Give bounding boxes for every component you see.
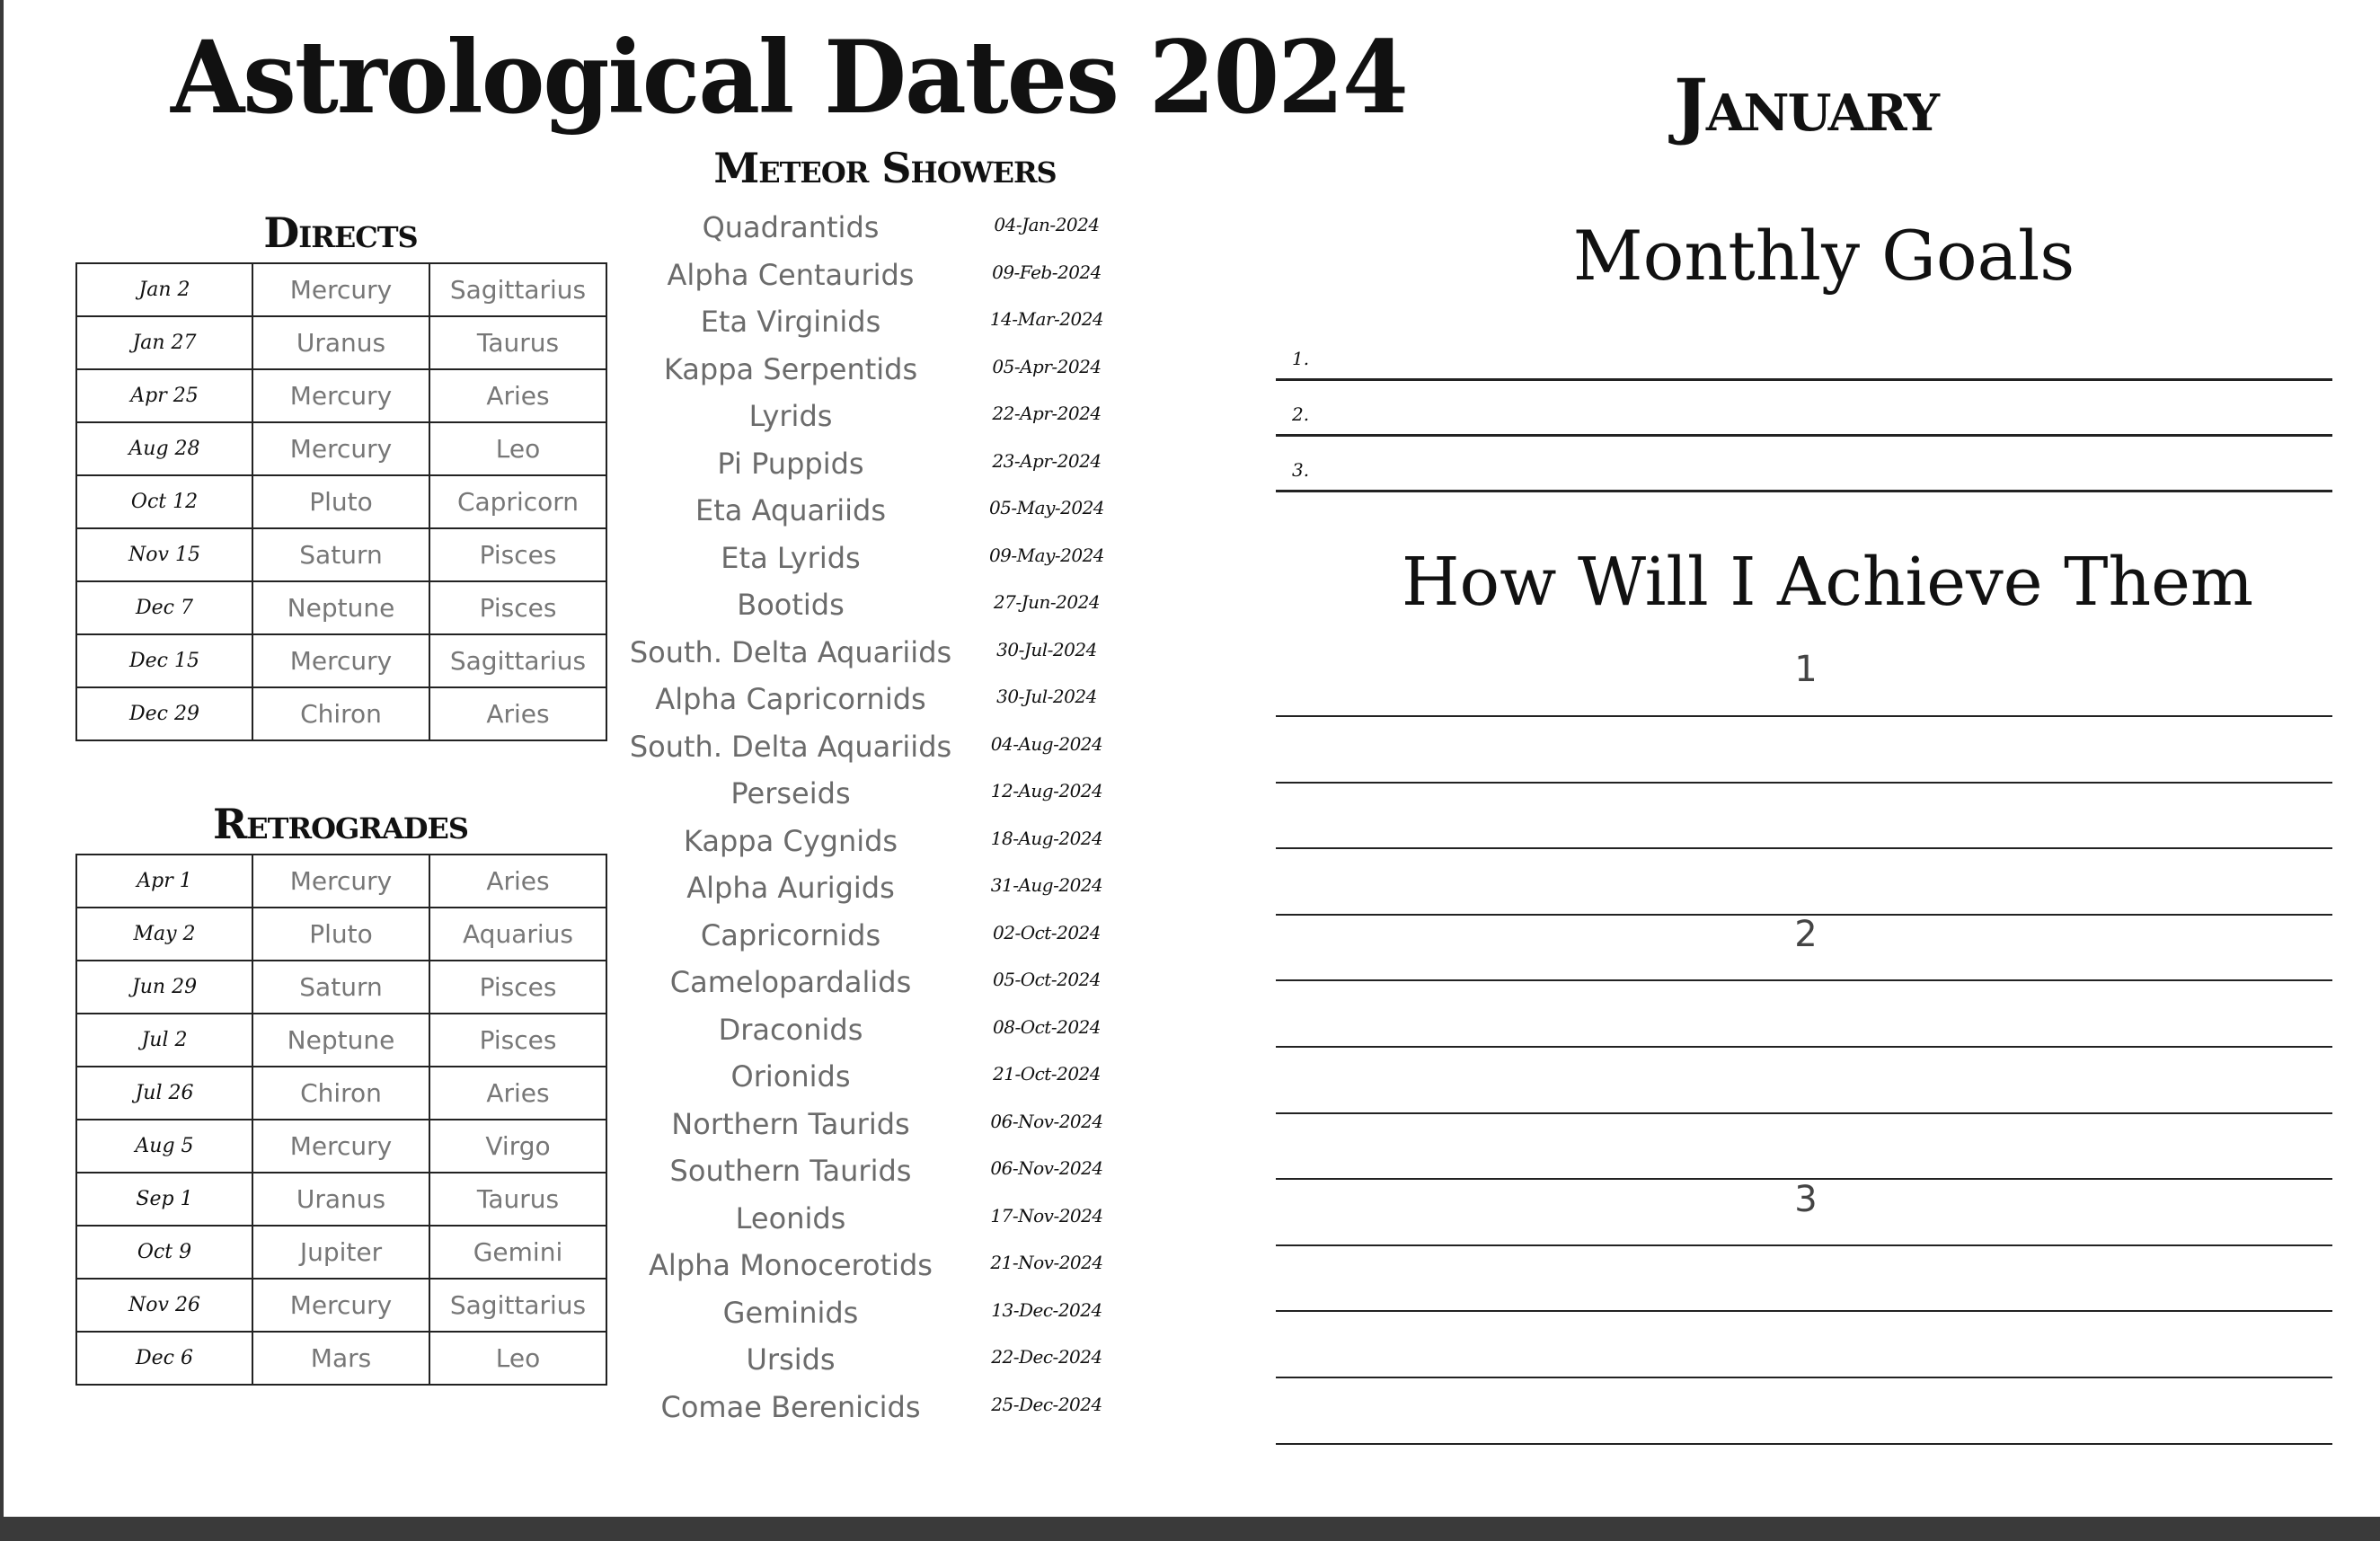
- meteor-row: [629, 299, 1132, 347]
- sign-cell: Gemini: [429, 1226, 606, 1279]
- planet-cell: Jupiter: [252, 1226, 429, 1279]
- meteor-name: Eta Virginids: [700, 305, 881, 339]
- meteor-name: Alpha Centaurids: [667, 257, 915, 292]
- table-row: [76, 855, 606, 908]
- date-cell: Oct 9: [76, 1226, 252, 1279]
- meteor-showers-list: [629, 205, 1132, 1431]
- meteor-row: [629, 913, 1132, 961]
- meteor-name: Geminids: [722, 1295, 859, 1330]
- sign-cell: Aries: [429, 855, 606, 908]
- date-cell: Jan 27: [76, 316, 252, 369]
- monthly-goals-title: Monthly Goals: [1572, 216, 2075, 296]
- table-row: [76, 369, 606, 422]
- table-row: [76, 1332, 606, 1385]
- writing-line[interactable]: [1276, 1310, 2332, 1312]
- planet-cell: Saturn: [252, 528, 429, 581]
- meteor-date: 30-Jul-2024: [996, 686, 1097, 707]
- meteor-date: 14-Mar-2024: [989, 308, 1104, 330]
- meteor-date: 06-Nov-2024: [990, 1157, 1103, 1179]
- achieve-block-number: 2: [1794, 914, 1818, 955]
- goal-line-3[interactable]: [1276, 435, 2332, 492]
- sign-cell: Virgo: [429, 1120, 606, 1173]
- meteor-name: South. Delta Aquariids: [629, 634, 952, 669]
- meteor-name: Northern Taurids: [671, 1106, 910, 1141]
- meteor-name: Capricornids: [700, 917, 881, 952]
- meteor-name: Eta Lyrids: [721, 540, 861, 575]
- date-cell: Dec 6: [76, 1332, 252, 1385]
- table-row: [76, 528, 606, 581]
- table-row: [76, 475, 606, 528]
- planet-cell: Mercury: [252, 1279, 429, 1332]
- meteor-name: Perseids: [730, 776, 851, 810]
- table-row: [76, 1067, 606, 1120]
- table-row: [76, 1173, 606, 1226]
- goal-number: 1.: [1292, 348, 1310, 369]
- planet-cell: Chiron: [252, 687, 429, 740]
- writing-line[interactable]: [1276, 1244, 2332, 1246]
- table-row: [76, 581, 606, 634]
- date-cell: Dec 15: [76, 634, 252, 687]
- meteor-date: 09-May-2024: [988, 544, 1105, 566]
- sign-cell: Sagittarius: [429, 634, 606, 687]
- table-row: [76, 263, 606, 316]
- meteor-row: [629, 441, 1132, 489]
- sign-cell: Sagittarius: [429, 1279, 606, 1332]
- planet-cell: Uranus: [252, 1173, 429, 1226]
- planet-cell: Mercury: [252, 263, 429, 316]
- meteor-row: [629, 1054, 1132, 1102]
- writing-line[interactable]: [1276, 715, 2332, 717]
- planet-cell: Chiron: [252, 1067, 429, 1120]
- goal-number: 2.: [1292, 403, 1310, 425]
- meteor-date: 05-May-2024: [988, 497, 1105, 518]
- meteor-row: [629, 865, 1132, 913]
- meteor-row: [629, 1196, 1132, 1244]
- meteor-date: 18-Aug-2024: [990, 827, 1103, 849]
- sign-cell: Aries: [429, 369, 606, 422]
- meteor-name: Comae Berenicids: [660, 1389, 921, 1424]
- date-cell: Jun 29: [76, 961, 252, 1014]
- bottom-frame-bar: [0, 1517, 2380, 1541]
- meteor-row: [629, 1007, 1132, 1055]
- meteor-name: Alpha Capricornids: [655, 682, 926, 716]
- achieve-block-number: 3: [1794, 1179, 1818, 1220]
- writing-line[interactable]: [1276, 1046, 2332, 1048]
- meteor-row: [629, 1243, 1132, 1290]
- writing-line[interactable]: [1276, 979, 2332, 981]
- meteor-date: 17-Nov-2024: [990, 1204, 1103, 1227]
- meteor-row: [629, 582, 1132, 630]
- achieve-title: How Will I Achieve Them: [1402, 544, 2254, 621]
- directs-title: Directs: [263, 208, 418, 257]
- meteor-name: Lyrids: [748, 399, 833, 433]
- sign-cell: Pisces: [429, 1014, 606, 1067]
- date-cell: Dec 7: [76, 581, 252, 634]
- table-row: [76, 1120, 606, 1173]
- date-cell: Apr 25: [76, 369, 252, 422]
- sign-cell: Aries: [429, 687, 606, 740]
- planet-cell: Mercury: [252, 634, 429, 687]
- date-cell: Apr 1: [76, 855, 252, 908]
- meteor-row: [629, 394, 1132, 441]
- writing-line[interactable]: [1276, 1178, 2332, 1180]
- sign-cell: Pisces: [429, 528, 606, 581]
- sign-cell: Taurus: [429, 316, 606, 369]
- directs-table: [75, 262, 607, 741]
- planet-cell: Neptune: [252, 1014, 429, 1067]
- meteor-name: Alpha Aurigids: [686, 871, 895, 905]
- writing-line[interactable]: [1276, 1377, 2332, 1378]
- goal-line-1[interactable]: [1276, 323, 2332, 381]
- retrogrades-title: Retrogrades: [213, 800, 468, 848]
- table-row: [76, 1226, 606, 1279]
- meteor-name: Draconids: [718, 1012, 863, 1047]
- meteor-date: 31-Aug-2024: [990, 874, 1103, 896]
- meteor-row: [629, 1290, 1132, 1338]
- meteor-date: 30-Jul-2024: [996, 638, 1097, 660]
- meteor-name: Alpha Monocerotids: [649, 1248, 933, 1282]
- meteor-row: [629, 252, 1132, 300]
- month-title: January: [1674, 63, 1938, 147]
- writing-line[interactable]: [1276, 847, 2332, 849]
- table-row: [76, 687, 606, 740]
- meteor-name: Kappa Cygnids: [683, 823, 898, 858]
- goal-line-2[interactable]: [1276, 379, 2332, 437]
- meteor-date: 04-Aug-2024: [990, 732, 1103, 755]
- planet-cell: Mars: [252, 1332, 429, 1385]
- sign-cell: Pisces: [429, 581, 606, 634]
- table-row: [76, 961, 606, 1014]
- meteor-name: Ursids: [746, 1342, 836, 1377]
- meteor-name: Quadrantids: [702, 210, 880, 244]
- meteor-row: [629, 630, 1132, 678]
- meteor-date: 04-Jan-2024: [994, 214, 1100, 235]
- meteor-date: 05-Apr-2024: [992, 355, 1102, 377]
- meteor-row: [629, 1148, 1132, 1196]
- meteor-date: 23-Apr-2024: [992, 449, 1102, 472]
- retrogrades-table: [75, 854, 607, 1386]
- date-cell: Jul 26: [76, 1067, 252, 1120]
- page-title: Astrological Dates 2024: [171, 18, 1407, 137]
- achieve-block-number: 1: [1794, 649, 1818, 690]
- meteor-date: 22-Apr-2024: [992, 403, 1102, 424]
- meteor-row: [629, 1385, 1132, 1432]
- meteor-showers-title: Meteor Showers: [713, 144, 1057, 192]
- meteor-name: Southern Taurids: [669, 1154, 912, 1188]
- planet-cell: Mercury: [252, 369, 429, 422]
- sign-cell: Sagittarius: [429, 263, 606, 316]
- meteor-row: [629, 536, 1132, 583]
- meteor-date: 06-Nov-2024: [990, 1110, 1103, 1132]
- meteor-name: South. Delta Aquariids: [629, 729, 952, 764]
- meteor-row: [629, 960, 1132, 1007]
- meteor-name: Orionids: [730, 1059, 851, 1094]
- meteor-date: 05-Oct-2024: [993, 969, 1101, 990]
- meteor-row: [629, 205, 1132, 252]
- meteor-row: [629, 724, 1132, 772]
- planet-cell: Pluto: [252, 908, 429, 961]
- writing-line[interactable]: [1276, 1443, 2332, 1445]
- date-cell: Aug 28: [76, 422, 252, 475]
- sign-cell: Pisces: [429, 961, 606, 1014]
- sign-cell: Capricorn: [429, 475, 606, 528]
- date-cell: Dec 29: [76, 687, 252, 740]
- goal-number: 3.: [1292, 459, 1310, 481]
- meteor-row: [629, 819, 1132, 866]
- table-row: [76, 908, 606, 961]
- table-row: [76, 1014, 606, 1067]
- meteor-date: 12-Aug-2024: [990, 780, 1103, 801]
- planet-cell: Mercury: [252, 422, 429, 475]
- left-frame-edge: [0, 0, 4, 1541]
- meteor-date: 13-Dec-2024: [991, 1298, 1102, 1321]
- writing-line[interactable]: [1276, 782, 2332, 784]
- meteor-name: Kappa Serpentids: [663, 351, 918, 386]
- date-cell: Oct 12: [76, 475, 252, 528]
- writing-line[interactable]: [1276, 1112, 2332, 1114]
- table-row: [76, 1279, 606, 1332]
- planet-cell: Mercury: [252, 1120, 429, 1173]
- meteor-row: [629, 347, 1132, 394]
- sign-cell: Leo: [429, 1332, 606, 1385]
- meteor-name: Eta Aquariids: [695, 493, 886, 527]
- meteor-row: [629, 771, 1132, 819]
- planet-cell: Uranus: [252, 316, 429, 369]
- meteor-date: 27-Jun-2024: [993, 591, 1101, 613]
- writing-line[interactable]: [1276, 914, 2332, 916]
- meteor-row: [629, 488, 1132, 536]
- meteor-date: 21-Nov-2024: [990, 1252, 1103, 1273]
- planet-cell: Neptune: [252, 581, 429, 634]
- meteor-row: [629, 1337, 1132, 1385]
- date-cell: Sep 1: [76, 1173, 252, 1226]
- table-row: [76, 634, 606, 687]
- meteor-name: Bootids: [737, 588, 845, 622]
- meteor-date: 09-Feb-2024: [992, 261, 1102, 283]
- planet-cell: Mercury: [252, 855, 429, 908]
- meteor-name: Pi Puppids: [717, 446, 864, 481]
- meteor-name: Camelopardalids: [669, 965, 912, 999]
- meteor-row: [629, 1102, 1132, 1149]
- table-row: [76, 316, 606, 369]
- planet-cell: Pluto: [252, 475, 429, 528]
- meteor-date: 08-Oct-2024: [993, 1015, 1101, 1038]
- date-cell: May 2: [76, 908, 252, 961]
- meteor-date: 22-Dec-2024: [991, 1346, 1102, 1368]
- meteor-date: 02-Oct-2024: [993, 921, 1101, 943]
- date-cell: Nov 26: [76, 1279, 252, 1332]
- meteor-row: [629, 677, 1132, 724]
- table-row: [76, 422, 606, 475]
- meteor-date: 21-Oct-2024: [993, 1063, 1101, 1085]
- sign-cell: Aquarius: [429, 908, 606, 961]
- meteor-date: 25-Dec-2024: [991, 1393, 1102, 1415]
- planet-cell: Saturn: [252, 961, 429, 1014]
- sign-cell: Aries: [429, 1067, 606, 1120]
- sign-cell: Leo: [429, 422, 606, 475]
- date-cell: Aug 5: [76, 1120, 252, 1173]
- sign-cell: Taurus: [429, 1173, 606, 1226]
- date-cell: Jan 2: [76, 263, 252, 316]
- date-cell: Jul 2: [76, 1014, 252, 1067]
- meteor-name: Leonids: [735, 1200, 846, 1235]
- date-cell: Nov 15: [76, 528, 252, 581]
